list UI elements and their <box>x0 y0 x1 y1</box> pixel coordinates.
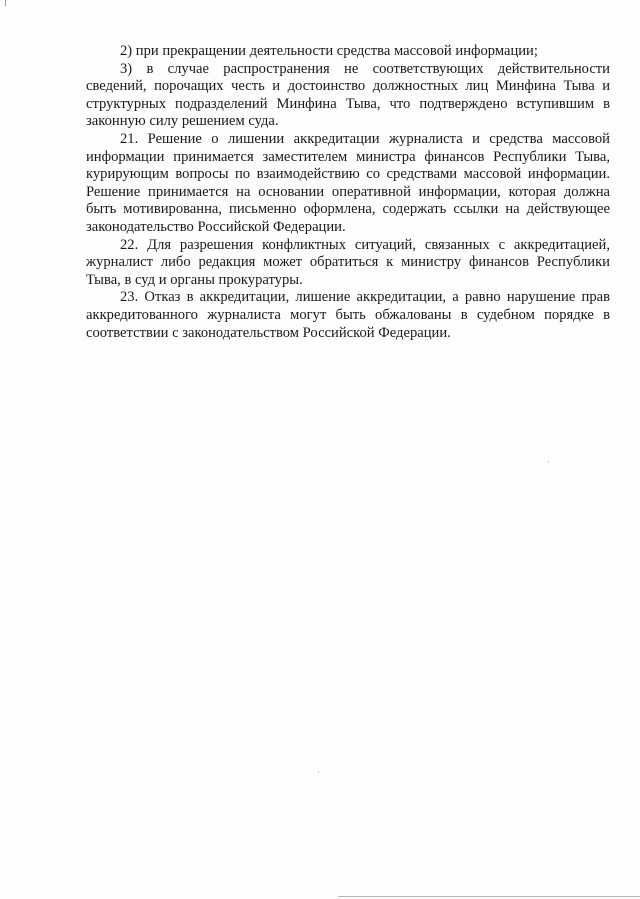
paragraph-21: 21. Решение о лишении аккредитации журналиста и средства массовой информации принимается заместителем министра финансов Республики Тыва, курирующим вопросы по взаимодействию со средствами массовой информации. Решение принимается на основании оперативной информации, которая должна быть мотивированна, письменно оформлена, содержать ссылки на действующее законодательство Российской Федерации. <box>86 130 610 235</box>
scan-speck <box>318 771 319 773</box>
paragraph-item-3: 3) в случае распространения не соответствующих действительности сведений, порочащих честь и достоинство должностных лиц Минфина Тыва и структурных подразделений Минфина Тыва, что подтверждено вступившим в законную силу решением суда. <box>86 60 610 130</box>
paragraph-23: 23. Отказ в аккредитации, лишение аккредитации, а равно нарушение прав аккредитованного журналиста могут быть обжалованы в судебном порядке в соответствии с законодательством Российской Федерации. <box>86 289 610 341</box>
scan-speck <box>548 461 549 463</box>
paragraph-item-2: 2) при прекращении деятельности средства массовой информации; <box>120 43 538 59</box>
scan-bottom-line <box>338 896 640 897</box>
paragraph-22: 22. Для разрешения конфликтных ситуаций, связанных с аккредитацией, журналист либо редакция может обратиться к министру финансов Республики Тыва, в суд и органы прокуратуры. <box>86 236 610 288</box>
scan-edge-mark <box>5 0 6 6</box>
document-body <box>86 43 610 342</box>
